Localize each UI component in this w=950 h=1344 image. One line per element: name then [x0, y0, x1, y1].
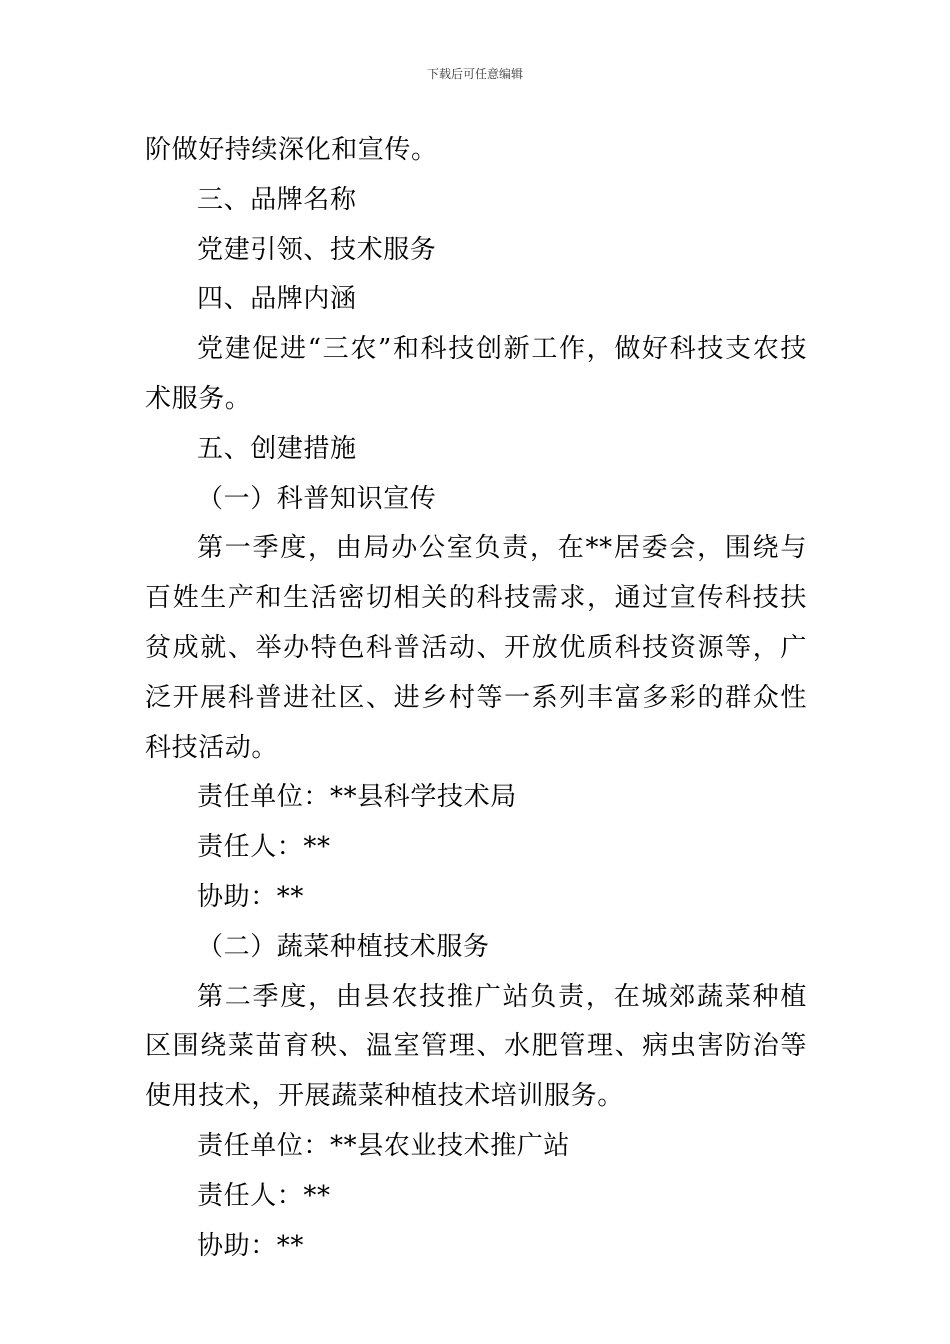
responsible-person: 责任人：** — [197, 1180, 331, 1211]
subsection-heading: （一）科普知识宣传 — [197, 483, 437, 514]
paragraph: 阶做好持续深化和宣传。 — [145, 135, 438, 165]
section-heading: 五、创建措施 — [197, 433, 357, 464]
paragraph: 第一季度，由局办公室负责，在**居委会，围绕与百姓生产和生活密切相关的科技需求，通过宣传科技扶贫成就、举办特色科普活动、开放优质科技资源等，广泛开展科普进社区、进乡村等一系列丰富多彩的群众性科技活动。 — [145, 533, 807, 763]
assistant: 协助：** — [197, 1230, 305, 1261]
document-body — [145, 126, 807, 1271]
page-header: 下载后可任意编辑 — [426, 67, 523, 81]
responsible-unit: 责任单位：**县科学技术局 — [197, 782, 517, 813]
section-heading: 三、品牌名称 — [197, 184, 357, 215]
responsible-person: 责任人：** — [197, 832, 331, 863]
paragraph: 党建促进“三农”和科技创新工作，做好科技支农技术服务。 — [145, 334, 807, 414]
subsection-heading: （二）蔬菜种植技术服务 — [197, 931, 490, 962]
section-heading: 四、品牌内涵 — [197, 284, 357, 315]
responsible-unit: 责任单位：**县农业技术推广站 — [197, 1130, 571, 1161]
paragraph: 第二季度，由县农技推广站负责，在城郊蔬菜种植区围绕菜苗育秧、温室管理、水肥管理、病虫害防治等使用技术，开展蔬菜种植技术培训服务。 — [145, 981, 807, 1112]
paragraph: 党建引领、技术服务 — [197, 234, 437, 265]
assistant: 协助：** — [197, 881, 305, 912]
